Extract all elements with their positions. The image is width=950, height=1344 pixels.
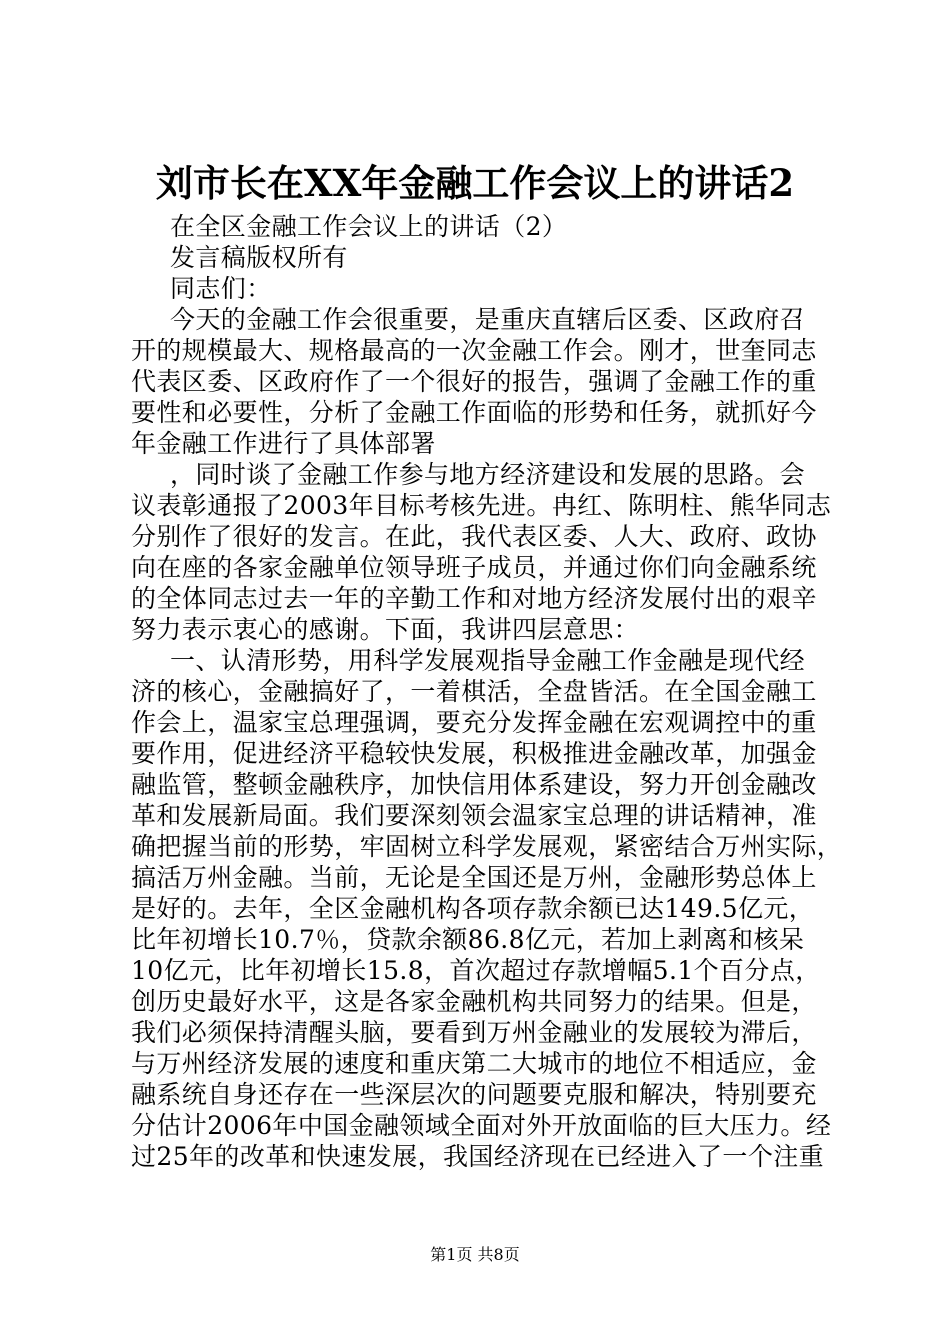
paragraph-line: 创历史最好水平，这是各家金融机构共同努力的结果。但是， [131, 987, 817, 1016]
paragraph-line: 我们必须保持清醒头脑，要看到万州金融业的发展较为滞后， [131, 1018, 817, 1047]
paragraph-line: 开的规模最大、规格最高的一次金融工作会。刚才，世奎同志 [131, 336, 817, 365]
paragraph-line: 过25年的改革和快速发展，我国经济现在已经进入了一个注重 [131, 1142, 825, 1171]
subtitle-line: 在全区金融工作会议上的讲话（2） [170, 212, 568, 241]
paragraph-line: 融系统自身还存在一些深层次的问题要克服和解决，特别要充 [131, 1080, 817, 1109]
paragraph-line: 年金融工作进行了具体部署 [131, 429, 436, 458]
document-title: 刘市长在XX年金融工作会议上的讲话2 [155, 161, 795, 205]
paragraph-line: 融监管，整顿金融秩序，加快信用体系建设，努力开创金融改 [131, 770, 817, 799]
paragraph-line: 革和发展新局面。我们要深刻领会温家宝总理的讲话精神，准 [131, 801, 817, 830]
paragraph-line: 今天的金融工作会很重要，是重庆直辖后区委、区政府召 [170, 305, 806, 334]
paragraph-line: 向在座的各家金融单位领导班子成员，并通过你们向金融系统 [131, 553, 817, 582]
paragraph-line: 与万州经济发展的速度和重庆第二大城市的地位不相适应，金 [131, 1049, 817, 1078]
paragraph-line: 济的核心，金融搞好了，一着棋活，全盘皆活。在全国金融工 [131, 677, 817, 706]
paragraph-line: 分估计2006年中国金融领域全面对外开放面临的巨大压力。经 [131, 1111, 832, 1140]
paragraph-line: 议表彰通报了2003年目标考核先进。冉红、陈明柱、熊华同志 [131, 491, 832, 520]
paragraph-line: 10亿元，比年初增长15.8，首次超过存款增幅5.1个百分点， [131, 956, 821, 985]
paragraph-line: 分别作了很好的发言。在此，我代表区委、人大、政府、政协 [131, 522, 817, 551]
paragraph-line: 比年初增长10.7％，贷款余额86.8亿元，若加上剥离和核呆 [131, 925, 805, 954]
copyright-line: 发言稿版权所有 [170, 243, 348, 272]
paragraph-line: 作会上，温家宝总理强调，要充分发挥金融在宏观调控中的重 [131, 708, 817, 737]
paragraph-line: ，同时谈了金融工作参与地方经济建设和发展的思路。会 [170, 460, 806, 489]
document-body [131, 211, 843, 1172]
paragraph-line: 的全体同志过去一年的辛勤工作和对地方经济发展付出的艰辛 [131, 584, 817, 613]
paragraph-line: 努力表示衷心的感谢。下面，我讲四层意思： [131, 615, 640, 644]
salutation-line: 同志们： [170, 274, 272, 303]
page-number-footer: 第1页 共8页 [430, 1245, 520, 1264]
paragraph-line: 搞活万州金融。当前，无论是全国还是万州，金融形势总体上 [131, 863, 817, 892]
paragraph-line: 一、认清形势，用科学发展观指导金融工作金融是现代经 [170, 646, 806, 675]
paragraph-line: 是好的。去年，全区金融机构各项存款余额已达149.5亿元， [131, 894, 815, 923]
paragraph-line: 要作用，促进经济平稳较快发展，积极推进金融改革，加强金 [131, 739, 817, 768]
paragraph-line: 确把握当前的形势，牢固树立科学发展观，紧密结合万州实际， [131, 832, 843, 861]
paragraph-line: 代表区委、区政府作了一个很好的报告，强调了金融工作的重 [131, 367, 817, 396]
paragraph-line: 要性和必要性，分析了金融工作面临的形势和任务，就抓好今 [131, 398, 817, 427]
